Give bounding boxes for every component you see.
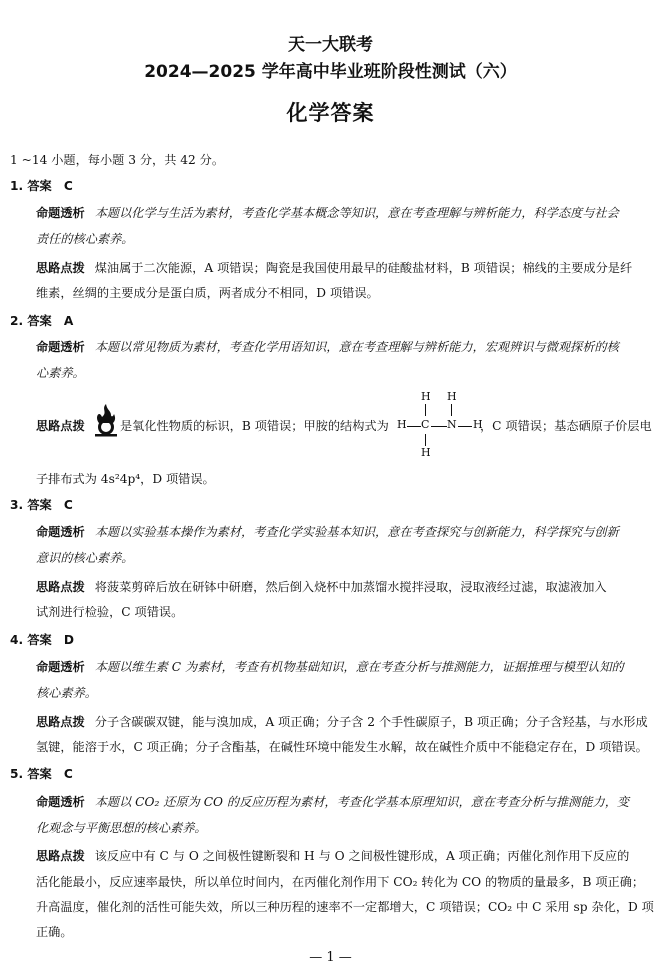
q2-silu-text-2: 子排布式为 4s²4p⁴，D 项错误。 [36,472,215,486]
q4-mingti [36,659,624,675]
q3-answer: 3. 答案 C [10,498,73,512]
silu-label: 思路点拨 [36,580,85,594]
q1-answer: 1. 答案 C [10,179,73,193]
page-number: — 1 — [309,950,352,965]
silu-label: 思路点拨 [36,261,85,275]
q5-silu-text-1: 该反应中有 C 与 O 之间极性键断裂和 H 与 O 之间极性键形成，A 项正确；丙催化剂作用下反应的 [94,849,630,863]
q3-mingti [36,524,619,540]
q2-silu-text-1b: ，C 项错误；基态硒原子价层电 [480,419,652,433]
q1-mingti-text-2: 责任的核心素养。 [36,232,134,246]
q2-mingti-text-1: 本题以常见物质为素材，考查化学用语知识，意在考查理解与辨析能力，宏观辨识与微观探析的核 [94,340,619,354]
q5-silu-text-3: 升高温度，催化剂的活性可能失效，所以三种历程的速率不一定都增大，C 项错误；CO₂ 中 C 采用 sp 杂化，D 项 [36,900,654,914]
exam-title: 2024—2025 学年高中毕业班阶段性测试（六） [144,62,517,82]
q5-silu-text-2: 活化能最小，反应速率最快，所以单位时间内，在丙催化剂作用下 CO₂ 转化为 CO 的物质的量最多，B 项正确； [36,875,645,889]
q1-mingti-text-1: 本题以化学与生活为素材，考查化学基本概念等知识，意在考查理解与辨析能力，科学态度与社会 [94,206,619,220]
q2-mingti-text-2: 心素养。 [36,366,85,380]
q4-mingti-text-2: 核心素养。 [36,686,97,700]
q3-mingti-text-2: 意识的核心素养。 [36,551,134,565]
intro-text: 1 ~14 小题，每小题 3 分，共 42 分。 [10,153,225,167]
exam-organizer: 天一大联考 [288,35,373,55]
q1-mingti [36,205,619,221]
q5-mingti-text-2: 化观念与平衡思想的核心素养。 [36,821,207,835]
q2-answer: 2. 答案 A [10,314,74,328]
silu-label: 思路点拨 [36,715,85,729]
silu-label: 思路点拨 [36,849,85,863]
q3-silu-text-2: 试剂进行检验，C 项错误。 [36,605,184,619]
oxidizer-hazard-icon [92,403,120,437]
mingti-label: 命题透析 [36,340,85,354]
q3-mingti-text-1: 本题以实验基本操作为素材，考查化学实验基本知识，意在考查探究与创新能力，科学探究与创新 [94,525,619,539]
q1-silu-text-1: 煤油属于二次能源，A 项错误；陶瓷是我国使用最早的硅酸盐材料，B 项错误；棉线的主要成分是纤 [94,261,633,275]
q4-silu [36,714,648,730]
q5-mingti-text-1: 本题以 CO₂ 还原为 CO 的反应历程为素材，考查化学基本原理知识，意在考查分析与推测能力，变 [94,795,630,809]
methylamine-structure [395,390,485,460]
q1-silu-text-2: 维素，丝绸的主要成分是蛋白质，两者成分不相同，D 项错误。 [36,286,379,300]
q2-mingti [36,339,619,355]
atom-h: H [473,418,483,431]
atom-h: H [447,390,457,403]
q5-mingti [36,794,629,810]
page-title: 化学答案 [286,101,375,125]
q4-mingti-text-1: 本题以维生素 C 为素材，考查有机物基础知识，意在考查分析与推测能力，证据推理与模型认知的 [94,660,624,674]
q1-silu [36,260,632,276]
q4-answer: 4. 答案 D [10,633,75,647]
mingti-label: 命题透析 [36,206,85,220]
q4-silu-text-1: 分子含碳碳双键，能与溴加成，A 项正确；分子含 2 个手性碳原子，B 项正确；分子含羟基，与水形成 [94,715,648,729]
q2-silu-label [36,418,95,434]
q5-silu [36,848,629,864]
mingti-label: 命题透析 [36,660,85,674]
atom-h: H [421,446,431,459]
atom-c: C [421,418,430,431]
silu-label: 思路点拨 [36,419,85,433]
atom-n: N [447,418,457,431]
atom-h: H [421,390,431,403]
q5-answer: 5. 答案 C [10,767,73,781]
mingti-label: 命题透析 [36,525,85,539]
q3-silu [36,579,607,595]
mingti-label: 命题透析 [36,795,85,809]
q3-silu-text-1: 将菠菜剪碎后放在研钵中研磨，然后倒入烧杯中加蒸馏水搅拌浸取，浸取液经过滤，取滤液加入 [94,580,607,594]
q2-silu-text-1a: 是氧化性物质的标识，B 项错误；甲胺的结构式为 [120,419,389,433]
q5-silu-text-4: 正确。 [36,925,73,939]
atom-h: H [397,418,407,431]
q4-silu-text-2: 氢键，能溶于水，C 项正确；分子含酯基，在碱性环境中能发生水解，故在碱性介质中不能稳定存在，D 项错误。 [36,740,648,754]
